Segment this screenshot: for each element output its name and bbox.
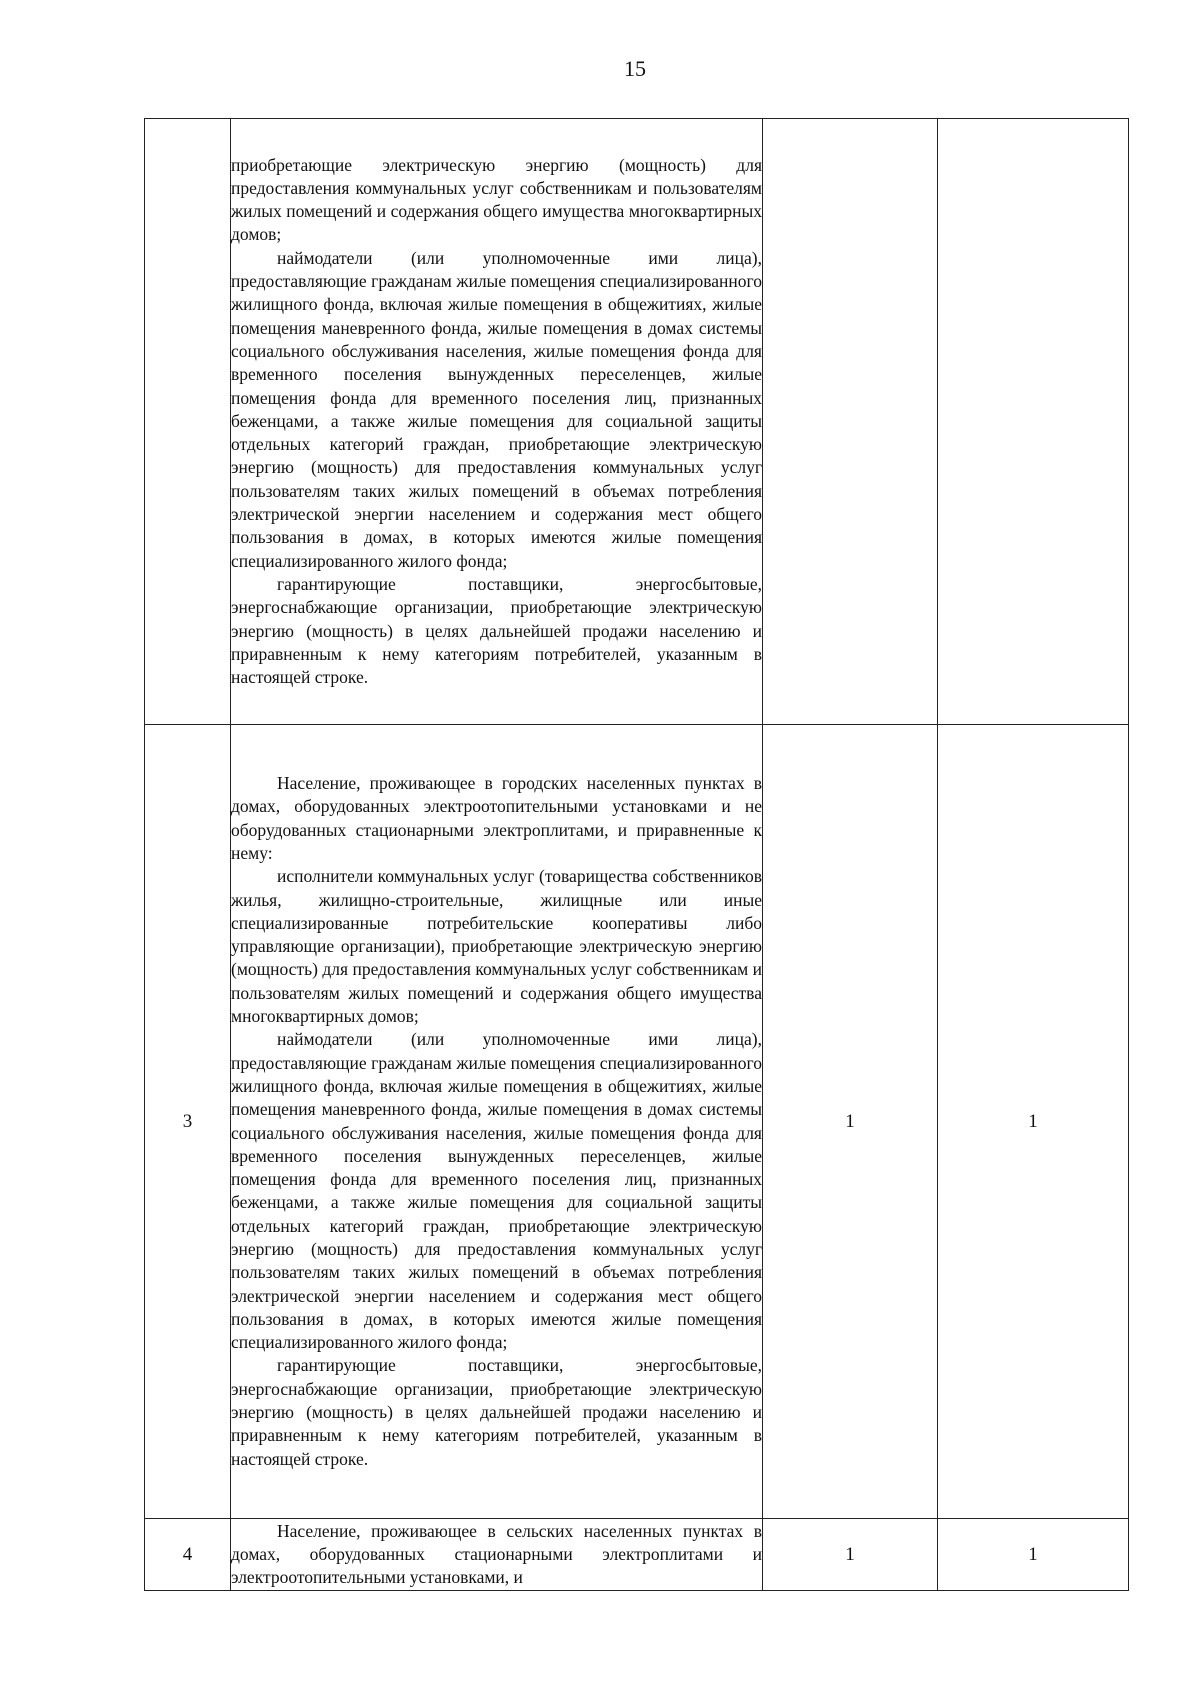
description-paragraph: приобретающие электрическую энергию (мощность) для предоставления коммунальных услуг собственникам и пользователям жилых помещений и содержания общего имущества многоквартирных домов; <box>231 154 762 245</box>
description-paragraph: наймодатели (или уполномоченные ими лица), предоставляющие гражданам жилые помещения специализированного жилищного фонда, включая жилые помещения в общежитиях, жилые помещения маневренного фонда, жилые помещения в домах системы социального обслуживания населения, жилые помещения фонда для временного поселения вынужденных переселенцев, жилые помещения фонда для временного поселения лиц, признанных беженцами, а также жилые помещения для социальной защиты отдельных категорий граждан, приобретающие электрическую энергию (мощность) для предоставления коммунальных услуг пользователям таких жилых помещений в объемах потребления электрической энергии населением и содержания мест общего пользования в домах, в которых имеются жилые помещения специализированного жилого фонда; <box>231 1029 762 1353</box>
description-paragraph: гарантирующие поставщики, энергосбытовые, энергоснабжающие организации, приобретающие электрическую энергию (мощность) в целях дальнейшей продажи населению и приравненным к нему категориям потребителей, указанным в настоящей строке. <box>231 1355 762 1469</box>
value-cell-1 <box>763 119 938 725</box>
value-cell-2: 1 <box>938 725 1129 1519</box>
row-number-cell: 3 <box>145 725 231 1519</box>
value-cell-2 <box>938 119 1129 725</box>
page-number: 15 <box>624 56 646 81</box>
row-number-cell <box>145 119 231 725</box>
table-row <box>145 725 1129 1519</box>
row-description-cell <box>231 725 763 1519</box>
row-description-cell <box>231 1519 763 1591</box>
description-paragraph: исполнители коммунальных услуг (товарищества собственников жилья, жилищно-строительные, жилищные или иные специализированные потребительские кооперативы либо управляющие организации), приобретающие электрическую энергию (мощность) для предоставления коммунальных услуг собственникам и пользователям жилых помещений и содержания общего имущества многоквартирных домов; <box>231 866 762 1027</box>
row-description-cell <box>231 119 763 725</box>
row-number-cell: 4 <box>145 1519 231 1591</box>
table-row <box>145 119 1129 725</box>
value-cell-1: 1 <box>763 1519 938 1591</box>
value-cell-2: 1 <box>938 1519 1129 1591</box>
description-paragraph: Население, проживающее в городских населенных пунктах в домах, оборудованных электроотопительными установками и не оборудованных стационарными электроплитами, и приравненные к нему: <box>231 773 762 863</box>
description-paragraph: наймодатели (или уполномоченные ими лица), предоставляющие гражданам жилые помещения специализированного жилищного фонда, включая жилые помещения в общежитиях, жилые помещения маневренного фонда, жилые помещения в домах системы социального обслуживания населения, жилые помещения фонда для временного поселения вынужденных переселенцев, жилые помещения фонда для временного поселения лиц, признанных беженцами, а также жилые помещения для социальной защиты отдельных категорий граждан, приобретающие электрическую энергию (мощность) для предоставления коммунальных услуг пользователям таких жилых помещений в объемах потребления электрической энергии населением и содержания мест общего пользования в домах, в которых имеются жилые помещения специализированного жилого фонда; <box>231 247 762 571</box>
description-paragraph: Население, проживающее в сельских населенных пунктах в домах, оборудованных стационарными электроплитами и электроотопительными установками, и <box>231 1520 762 1588</box>
table-row <box>145 1519 1129 1591</box>
description-paragraph: гарантирующие поставщики, энергосбытовые, энергоснабжающие организации, приобретающие электрическую энергию (мощность) в целях дальнейшей продажи населению и приравненным к нему категориям потребителей, указанным в настоящей строке. <box>231 573 762 688</box>
value-cell-1: 1 <box>763 725 938 1519</box>
tariff-table <box>144 118 1129 1591</box>
